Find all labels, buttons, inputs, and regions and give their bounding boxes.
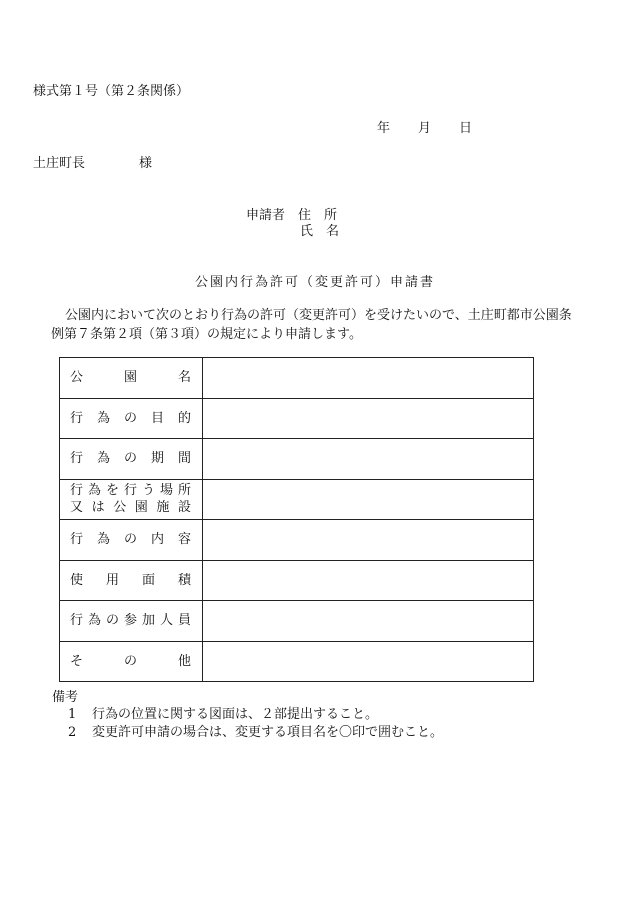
- row-value-period[interactable]: [203, 439, 534, 480]
- date-line: [377, 117, 472, 136]
- remarks-heading: 備考: [52, 690, 79, 705]
- row-label-other: [60, 641, 203, 682]
- date-month: 月: [418, 121, 432, 136]
- body-line-1: 公園内において次のとおり行為の許可（変更許可）を受けたいので、土庄町都市公園条: [65, 308, 572, 323]
- label-line: 行為の期間: [70, 451, 191, 467]
- row-value-purpose[interactable]: [203, 398, 534, 439]
- row-label-period: [60, 439, 203, 480]
- row-value-participants[interactable]: [203, 601, 534, 642]
- addressee: [33, 152, 152, 171]
- row-label-purpose: [60, 398, 203, 439]
- row-label-area: [60, 560, 203, 601]
- row-value-content[interactable]: [203, 520, 534, 561]
- body-line-2: 例第７条第２項（第３項）の規定により申請します。: [51, 327, 362, 342]
- table-row: [60, 560, 534, 601]
- row-label-park-name: [60, 358, 203, 399]
- date-day: 日: [459, 121, 473, 136]
- form-number: 様式第１号（第２条関係）: [33, 84, 190, 99]
- applicant-address-label: 申請者 住 所: [246, 208, 338, 223]
- addressee-honorific: 様: [139, 156, 153, 171]
- table-row: [60, 439, 534, 480]
- row-value-location[interactable]: [203, 479, 534, 520]
- row-value-area[interactable]: [203, 560, 534, 601]
- row-value-park-name[interactable]: [203, 358, 534, 399]
- row-label-participants: [60, 601, 203, 642]
- note-number: 2: [68, 725, 77, 740]
- addressee-name: 土庄町長: [33, 156, 86, 171]
- label-line: 使用面積: [70, 572, 191, 588]
- document-title: 公園内行為許可（変更許可）申請書: [194, 275, 435, 290]
- note-text: 行為の位置に関する図面は、２部提出すること。: [92, 707, 379, 722]
- label-line: 又は公園施設: [70, 500, 191, 516]
- label-line: 行為の目的: [70, 410, 191, 426]
- label-line: その他: [70, 653, 191, 669]
- note-number: 1: [68, 707, 77, 722]
- label-line: 行為を行う場所: [70, 483, 191, 499]
- remarks-note-1: [68, 703, 378, 722]
- table-row: [60, 641, 534, 682]
- table-row: [60, 479, 534, 520]
- label-line: 行為の参加人員: [70, 613, 191, 629]
- table-row: [60, 398, 534, 439]
- remarks-note-2: [68, 721, 443, 740]
- applicant-name-label: 氏 名: [300, 224, 340, 239]
- row-label-content: [60, 520, 203, 561]
- note-text: 変更許可申請の場合は、変更する項目名を〇印で囲むこと。: [92, 725, 444, 740]
- row-value-other[interactable]: [203, 641, 534, 682]
- table-row: [60, 601, 534, 642]
- table-row: [60, 358, 534, 399]
- body-text: [51, 306, 591, 344]
- application-table: [59, 357, 534, 682]
- label-line: 行為の内容: [70, 532, 191, 548]
- date-year: 年: [377, 121, 391, 136]
- label-line: 公 園 名: [70, 370, 191, 386]
- row-label-location: [60, 479, 203, 520]
- table-row: [60, 520, 534, 561]
